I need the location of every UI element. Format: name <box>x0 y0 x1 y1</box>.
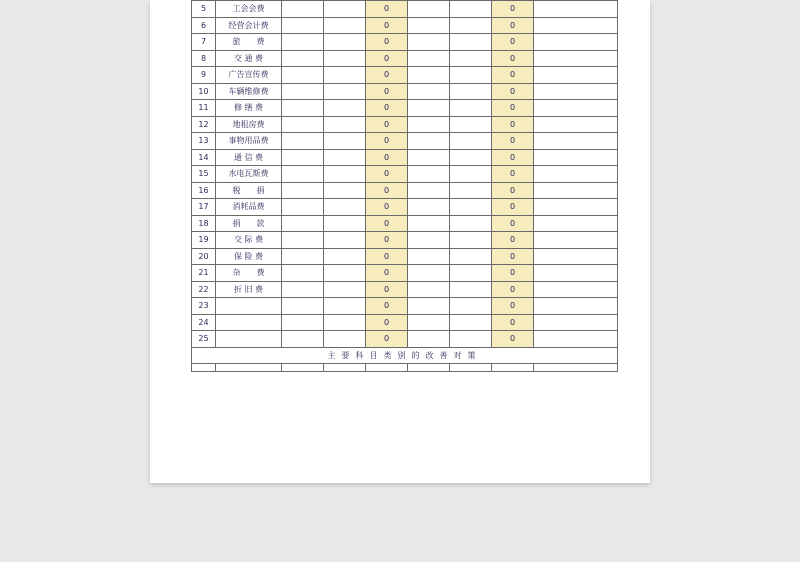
table-cell[interactable] <box>534 182 618 199</box>
table-row <box>192 298 618 315</box>
highlighted-value-cell[interactable]: 0 <box>366 50 408 67</box>
row-number[interactable]: 11 <box>192 100 216 117</box>
table-cell[interactable] <box>324 182 366 199</box>
table-cell[interactable] <box>324 364 366 372</box>
highlighted-value-cell[interactable]: 0 <box>492 133 534 150</box>
highlighted-value-cell[interactable]: 0 <box>366 1 408 18</box>
expense-item-cell[interactable]: 车辆维修费 <box>216 83 282 100</box>
table-row <box>192 248 618 265</box>
table-cell[interactable] <box>492 364 534 372</box>
table-cell[interactable] <box>324 17 366 34</box>
expense-item-cell[interactable]: 工会会费 <box>216 1 282 18</box>
table-cell[interactable] <box>450 1 492 18</box>
highlighted-value-cell[interactable]: 0 <box>366 116 408 133</box>
table-cell[interactable] <box>450 298 492 315</box>
row-number[interactable]: 7 <box>192 34 216 51</box>
highlighted-value-cell[interactable]: 0 <box>492 314 534 331</box>
table-cell[interactable] <box>282 281 324 298</box>
highlighted-value-cell[interactable]: 0 <box>492 265 534 282</box>
table-cell[interactable] <box>282 331 324 348</box>
table-cell[interactable] <box>282 67 324 84</box>
highlighted-value-cell[interactable]: 0 <box>492 34 534 51</box>
expense-item-cell[interactable]: 杂 费 <box>216 265 282 282</box>
expense-item-cell[interactable] <box>216 331 282 348</box>
table-cell[interactable] <box>408 17 450 34</box>
row-number[interactable]: 21 <box>192 265 216 282</box>
table-cell[interactable] <box>450 34 492 51</box>
table-cell[interactable] <box>534 364 618 372</box>
row-number[interactable]: 25 <box>192 331 216 348</box>
highlighted-value-cell[interactable]: 0 <box>492 215 534 232</box>
highlighted-value-cell[interactable]: 0 <box>366 149 408 166</box>
document-page <box>150 0 650 483</box>
table-row <box>192 232 618 249</box>
table-cell[interactable] <box>324 67 366 84</box>
expense-item-cell[interactable]: 交 际 费 <box>216 232 282 249</box>
table-cell[interactable] <box>450 149 492 166</box>
highlighted-value-cell[interactable]: 0 <box>492 166 534 183</box>
table-cell[interactable] <box>324 215 366 232</box>
table-body <box>192 1 618 348</box>
table-row <box>192 100 618 117</box>
expense-item-cell[interactable]: 保 险 费 <box>216 248 282 265</box>
table-cell[interactable] <box>324 281 366 298</box>
table-cell[interactable] <box>324 83 366 100</box>
expense-item-cell[interactable] <box>216 298 282 315</box>
table-cell[interactable] <box>408 166 450 183</box>
table-row <box>192 83 618 100</box>
table-cell[interactable] <box>534 50 618 67</box>
table-cell[interactable] <box>450 248 492 265</box>
highlighted-value-cell[interactable]: 0 <box>492 298 534 315</box>
table-cell[interactable] <box>282 133 324 150</box>
expense-item-cell[interactable]: 广告宣传费 <box>216 67 282 84</box>
table-cell[interactable] <box>282 199 324 216</box>
highlighted-value-cell[interactable]: 0 <box>366 232 408 249</box>
table-cell[interactable] <box>534 265 618 282</box>
table-cell[interactable] <box>450 281 492 298</box>
highlighted-value-cell[interactable]: 0 <box>366 166 408 183</box>
table-row <box>192 265 618 282</box>
table-cell[interactable] <box>282 34 324 51</box>
expense-item-cell[interactable]: 捐 款 <box>216 215 282 232</box>
table-cell[interactable] <box>534 232 618 249</box>
table-cell[interactable] <box>450 215 492 232</box>
expense-item-cell[interactable]: 旅 费 <box>216 34 282 51</box>
highlighted-value-cell[interactable]: 0 <box>366 133 408 150</box>
table-cell[interactable] <box>408 314 450 331</box>
expense-item-cell[interactable] <box>216 314 282 331</box>
highlighted-value-cell[interactable]: 0 <box>492 331 534 348</box>
table-cell[interactable] <box>450 17 492 34</box>
expense-item-cell[interactable]: 经营会计费 <box>216 17 282 34</box>
table-cell[interactable] <box>534 166 618 183</box>
highlighted-value-cell[interactable]: 0 <box>366 199 408 216</box>
row-number[interactable]: 24 <box>192 314 216 331</box>
expense-item-cell[interactable]: 税 捐 <box>216 182 282 199</box>
table-cell[interactable] <box>408 265 450 282</box>
row-number[interactable]: 18 <box>192 215 216 232</box>
highlighted-value-cell[interactable]: 0 <box>492 199 534 216</box>
table-cell[interactable] <box>324 314 366 331</box>
highlighted-value-cell[interactable]: 0 <box>492 83 534 100</box>
table-row <box>192 67 618 84</box>
expense-item-cell[interactable]: 折 旧 费 <box>216 281 282 298</box>
table-cell[interactable] <box>324 100 366 117</box>
row-number[interactable]: 23 <box>192 298 216 315</box>
table-row <box>192 34 618 51</box>
table-cell[interactable] <box>282 166 324 183</box>
table-cell[interactable] <box>408 1 450 18</box>
row-number[interactable]: 17 <box>192 199 216 216</box>
table-cell[interactable] <box>366 364 408 372</box>
table-cell[interactable] <box>408 50 450 67</box>
row-number[interactable]: 14 <box>192 149 216 166</box>
table-cell[interactable] <box>408 149 450 166</box>
highlighted-value-cell[interactable]: 0 <box>492 100 534 117</box>
table-cell[interactable] <box>408 34 450 51</box>
table-cell[interactable] <box>324 133 366 150</box>
row-number[interactable]: 12 <box>192 116 216 133</box>
table-cell[interactable] <box>408 116 450 133</box>
table-cell[interactable] <box>534 149 618 166</box>
highlighted-value-cell[interactable]: 0 <box>366 298 408 315</box>
table-cell[interactable] <box>408 331 450 348</box>
expense-table <box>191 0 618 372</box>
row-number[interactable]: 10 <box>192 83 216 100</box>
table-cell[interactable] <box>534 199 618 216</box>
highlighted-value-cell[interactable]: 0 <box>492 50 534 67</box>
table-row <box>192 215 618 232</box>
table-cell[interactable] <box>282 215 324 232</box>
highlighted-value-cell[interactable]: 0 <box>366 215 408 232</box>
table-cell[interactable] <box>534 298 618 315</box>
table-cell[interactable] <box>450 199 492 216</box>
table-cell[interactable] <box>282 149 324 166</box>
table-cell[interactable] <box>450 133 492 150</box>
table-row <box>192 331 618 348</box>
highlighted-value-cell[interactable]: 0 <box>366 281 408 298</box>
table-cell[interactable] <box>324 166 366 183</box>
row-number[interactable]: 19 <box>192 232 216 249</box>
table-cell[interactable] <box>408 182 450 199</box>
table-cell[interactable] <box>534 215 618 232</box>
table-row <box>192 133 618 150</box>
table-cell[interactable] <box>408 83 450 100</box>
table-cell[interactable] <box>408 199 450 216</box>
highlighted-value-cell[interactable]: 0 <box>366 248 408 265</box>
table-cell[interactable] <box>324 34 366 51</box>
row-number[interactable]: 15 <box>192 166 216 183</box>
row-number[interactable]: 8 <box>192 50 216 67</box>
table-row <box>192 1 618 18</box>
expense-item-cell[interactable]: 地租房费 <box>216 116 282 133</box>
table-cell[interactable] <box>450 232 492 249</box>
table-cell[interactable] <box>282 314 324 331</box>
row-number[interactable]: 6 <box>192 17 216 34</box>
table-row <box>192 50 618 67</box>
highlighted-value-cell[interactable]: 0 <box>492 149 534 166</box>
table-cell[interactable] <box>282 364 324 372</box>
table-cell[interactable] <box>216 364 282 372</box>
footer-title-row <box>192 347 618 364</box>
highlighted-value-cell[interactable]: 0 <box>366 265 408 282</box>
highlighted-value-cell[interactable]: 0 <box>366 314 408 331</box>
table-cell[interactable] <box>282 83 324 100</box>
table-cell[interactable] <box>282 182 324 199</box>
highlighted-value-cell[interactable]: 0 <box>366 34 408 51</box>
highlighted-value-cell[interactable]: 0 <box>492 248 534 265</box>
table-row <box>192 17 618 34</box>
table-cell[interactable] <box>324 199 366 216</box>
table-cell[interactable] <box>534 67 618 84</box>
highlighted-value-cell[interactable]: 0 <box>492 281 534 298</box>
expense-item-cell[interactable]: 水电瓦斯费 <box>216 166 282 183</box>
highlighted-value-cell[interactable]: 0 <box>492 116 534 133</box>
table-row <box>192 149 618 166</box>
table-cell[interactable] <box>408 364 450 372</box>
table-cell[interactable] <box>282 100 324 117</box>
table-cell[interactable] <box>408 248 450 265</box>
expense-item-cell[interactable]: 修 缮 费 <box>216 100 282 117</box>
highlighted-value-cell[interactable]: 0 <box>366 331 408 348</box>
table-cell[interactable] <box>450 314 492 331</box>
table-cell[interactable] <box>324 50 366 67</box>
table-cell[interactable] <box>324 1 366 18</box>
table-cell[interactable] <box>450 100 492 117</box>
table-cell[interactable] <box>324 265 366 282</box>
table-cell[interactable] <box>282 17 324 34</box>
table-cell[interactable] <box>324 116 366 133</box>
row-number[interactable]: 5 <box>192 1 216 18</box>
table-cell[interactable] <box>450 50 492 67</box>
highlighted-value-cell[interactable]: 0 <box>366 100 408 117</box>
table-cell[interactable] <box>408 67 450 84</box>
table-cell[interactable] <box>324 298 366 315</box>
highlighted-value-cell[interactable]: 0 <box>492 1 534 18</box>
table-cell[interactable] <box>450 364 492 372</box>
table-cell[interactable] <box>450 67 492 84</box>
row-number[interactable]: 16 <box>192 182 216 199</box>
table-cell[interactable] <box>282 50 324 67</box>
highlighted-value-cell[interactable]: 0 <box>492 182 534 199</box>
highlighted-value-cell[interactable]: 0 <box>366 182 408 199</box>
table-cell[interactable] <box>408 215 450 232</box>
table-row <box>192 116 618 133</box>
table-row <box>192 199 618 216</box>
table-cell[interactable] <box>534 133 618 150</box>
table-cell[interactable] <box>534 248 618 265</box>
table-cell[interactable] <box>534 1 618 18</box>
table-cell[interactable] <box>450 182 492 199</box>
table-cell[interactable] <box>408 298 450 315</box>
table-cell[interactable] <box>450 116 492 133</box>
table-cell[interactable] <box>534 34 618 51</box>
expense-item-cell[interactable]: 交 通 费 <box>216 50 282 67</box>
table-cell[interactable] <box>408 133 450 150</box>
table-cell[interactable] <box>324 248 366 265</box>
table-row <box>192 182 618 199</box>
table-cell[interactable] <box>534 17 618 34</box>
table-cell[interactable] <box>192 364 216 372</box>
expense-item-cell[interactable]: 事物用品费 <box>216 133 282 150</box>
table-cell[interactable] <box>324 331 366 348</box>
table-cell[interactable] <box>534 83 618 100</box>
expense-item-cell[interactable]: 消耗品费 <box>216 199 282 216</box>
table-cell[interactable] <box>534 314 618 331</box>
table-cell[interactable] <box>534 116 618 133</box>
highlighted-value-cell[interactable]: 0 <box>492 67 534 84</box>
highlighted-value-cell[interactable]: 0 <box>366 83 408 100</box>
table-cell[interactable] <box>534 100 618 117</box>
table-cell[interactable] <box>450 166 492 183</box>
table-row <box>192 166 618 183</box>
highlighted-value-cell[interactable]: 0 <box>366 67 408 84</box>
highlighted-value-cell[interactable]: 0 <box>492 232 534 249</box>
highlighted-value-cell[interactable]: 0 <box>492 17 534 34</box>
table-cell[interactable] <box>324 149 366 166</box>
table-cell[interactable] <box>282 248 324 265</box>
table-row <box>192 281 618 298</box>
row-number[interactable]: 20 <box>192 248 216 265</box>
row-number[interactable]: 9 <box>192 67 216 84</box>
table-cell[interactable] <box>282 116 324 133</box>
table-cell[interactable] <box>450 83 492 100</box>
table-cell[interactable] <box>282 1 324 18</box>
table-cell[interactable] <box>282 265 324 282</box>
section-title: 主要科目类别的改善对策 <box>192 347 618 364</box>
table-row-blank <box>192 364 618 372</box>
table-cell[interactable] <box>450 265 492 282</box>
row-number[interactable]: 22 <box>192 281 216 298</box>
table-cell[interactable] <box>534 281 618 298</box>
expense-item-cell[interactable]: 通 信 费 <box>216 149 282 166</box>
table-cell[interactable] <box>282 298 324 315</box>
table-cell[interactable] <box>408 100 450 117</box>
table-cell[interactable] <box>450 331 492 348</box>
table-cell[interactable] <box>282 232 324 249</box>
table-cell[interactable] <box>534 331 618 348</box>
table-cell[interactable] <box>408 232 450 249</box>
table-cell[interactable] <box>408 281 450 298</box>
table-cell[interactable] <box>324 232 366 249</box>
highlighted-value-cell[interactable]: 0 <box>366 17 408 34</box>
row-number[interactable]: 13 <box>192 133 216 150</box>
table-row <box>192 314 618 331</box>
